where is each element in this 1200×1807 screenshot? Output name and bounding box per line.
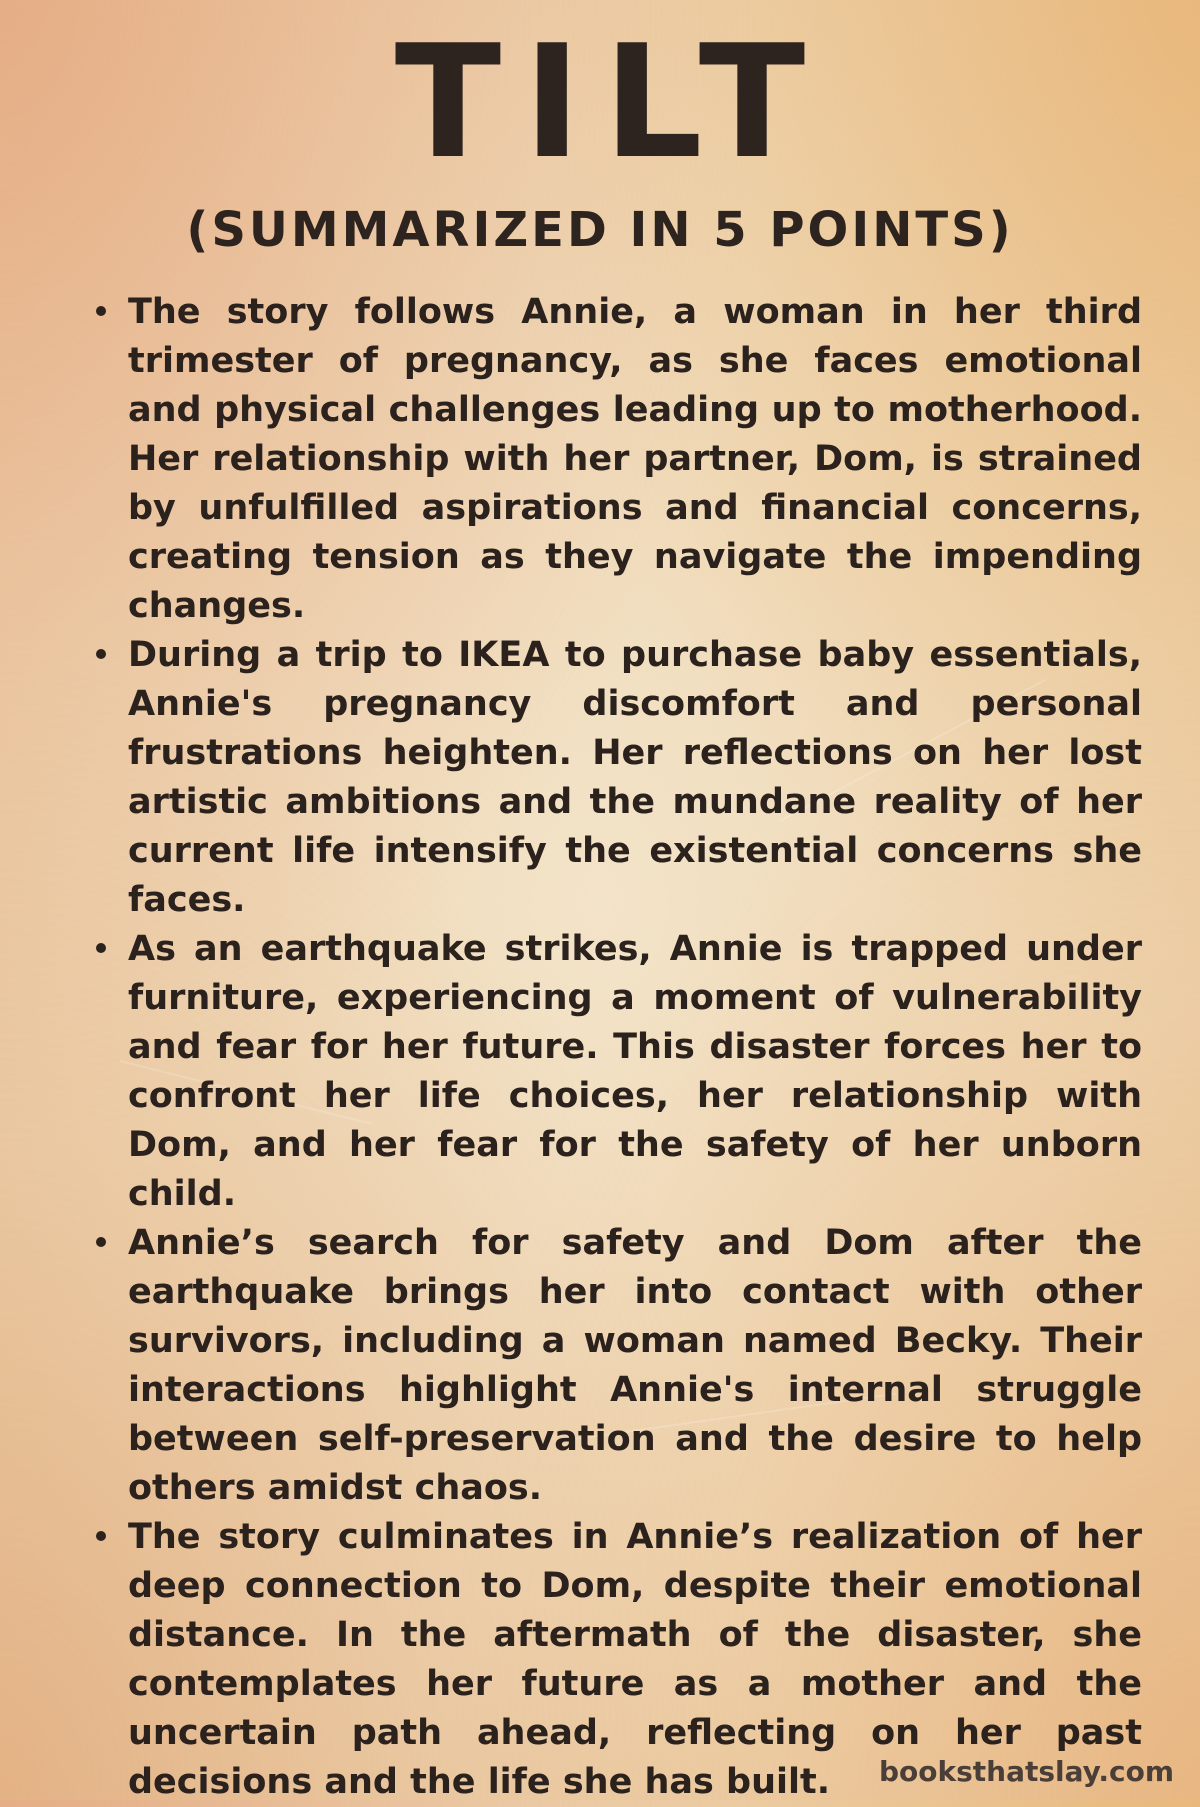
site-watermark: booksthatslay.com — [878, 1755, 1174, 1788]
bullet-icon — [96, 649, 106, 659]
summary-point-text: The story culminates in Annie’s realization of her deep connection to Dom, despite their emotional distance. In the aftermath of the disaster, she contemplates her future as a mother and the uncertain path ahead, reflecting on her past decisions and the life she has built. — [128, 1517, 1142, 1802]
summary-point-text: During a trip to IKEA to purchase baby essentials, Annie's pregnancy discomfort and personal frustrations heighten. Her reflections on her lost artistic ambitions and the mundane reality of her current life intensify the existential concerns she faces. — [128, 635, 1142, 920]
summary-point — [96, 1219, 1142, 1513]
summary-point — [96, 631, 1142, 925]
bullet-icon — [96, 306, 106, 316]
summary-point-text: As an earthquake strikes, Annie is trapped under furniture, experiencing a moment of vulnerability and fear for her future. This disaster forces her to confront her life choices, her relationship with Dom, and her fear for the safety of her unborn child. — [128, 929, 1142, 1214]
bullet-icon — [96, 943, 106, 953]
summary-points-list — [96, 288, 1142, 1807]
summary-point-text: The story follows Annie, a woman in her third trimester of pregnancy, as she faces emotional and physical challenges leading up to motherhood. Her relationship with her partner, Dom, is strained by unfulfilled aspirations and financial concerns, creating tension as they navigate the impending changes. — [128, 292, 1142, 626]
summary-subtitle: (SUMMARIZED IN 5 POINTS) — [186, 202, 1014, 258]
summary-point — [96, 925, 1142, 1219]
book-title: TILT — [394, 11, 828, 193]
bullet-icon — [96, 1237, 106, 1247]
bullet-icon — [96, 1531, 106, 1541]
summary-point — [96, 288, 1142, 631]
summary-point-text: Annie’s search for safety and Dom after the earthquake brings her into contact with other survivors, including a woman named Becky. Their interactions highlight Annie's internal struggle between self-preservation and the desire to help others amidst chaos. — [128, 1223, 1142, 1508]
